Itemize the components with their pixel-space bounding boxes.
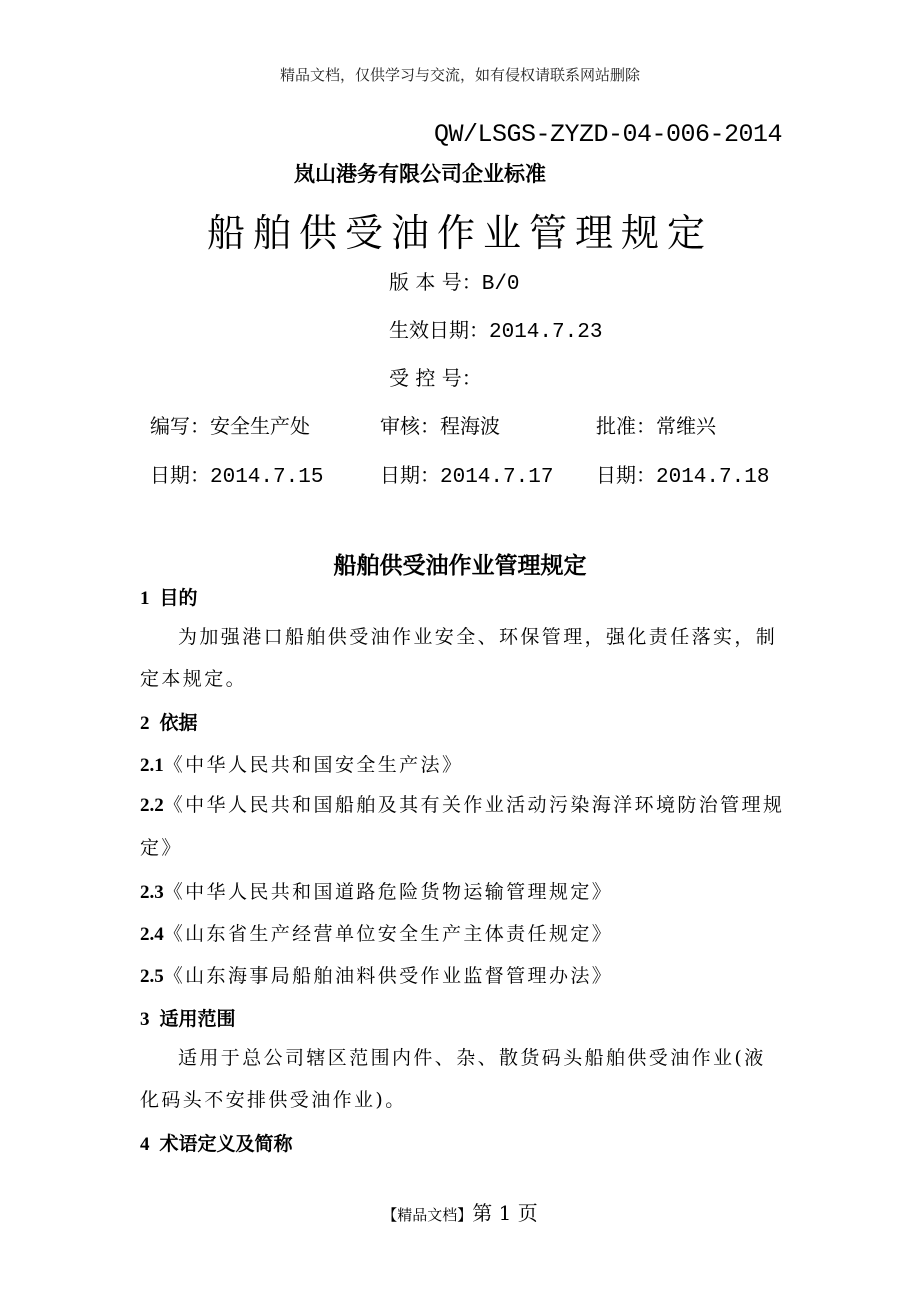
signoff-author [150,410,310,439]
effective-date-row [389,314,602,344]
control-number-label: 受 控 号： [389,366,482,390]
author-date [150,459,323,489]
reference-number: 2.4 [140,924,164,945]
reference-text: 《中华人民共和国安全生产法》 [163,754,464,776]
section-number: 3 [140,1009,150,1030]
reference-number: 2.1 [140,755,164,776]
author-role: 编写： [150,414,210,438]
reference-item [140,750,463,777]
approver-date [596,459,769,489]
section-1-heading [140,583,198,610]
date-label: 日期： [150,463,210,487]
reference-item [140,877,613,904]
reference-item [140,961,613,988]
section-4-heading [140,1129,293,1156]
section-number: 2 [140,713,150,734]
control-number-row [389,362,482,391]
reviewer-name: 程海波 [440,414,500,438]
document-number: QW/LSGS-ZYZD-04-006-2014 [433,120,782,149]
section-1-text: 为加强港口船舶供受油作业安全、环保管理，强化责任落实，制定本规定。 [140,626,778,690]
signoff-approver [596,410,716,439]
version-label: 版 本 号： [389,270,482,294]
section-3-heading [140,1004,236,1031]
date-value: 2014.7.15 [210,466,324,489]
section-title: 术语定义及简称 [159,1133,293,1155]
footer-suffix: 页 [517,1201,538,1225]
reference-text: 《中华人民共和国船舶及其有关作业活动污染海洋环境防治管理规定》 [140,794,785,859]
body-title: 船舶供受油作业管理规定 [333,553,587,579]
page-footer [0,1197,920,1226]
reference-number: 2.2 [140,795,164,816]
reference-text: 《山东省生产经营单位安全生产主体责任规定》 [163,923,614,945]
section-number: 1 [140,588,150,609]
approver-role: 批准： [596,414,656,438]
page-number: 1 [498,1201,512,1225]
reference-text: 《山东海事局船舶油料供受作业监督管理办法》 [163,965,614,987]
section-number: 4 [140,1134,150,1155]
date-label: 日期： [596,463,656,487]
date-value: 2014.7.18 [656,466,770,489]
reference-item [140,784,785,869]
reference-item [140,919,613,946]
watermark-header: 精品文档，仅供学习与交流，如有侵权请联系网站删除 [279,66,640,84]
company-standard-text: 岚山港务有限公司企业标准 [294,162,546,186]
signoff-reviewer [380,410,500,439]
reference-number: 2.3 [140,882,164,903]
reviewer-role: 审核： [380,414,440,438]
date-value: 2014.7.17 [440,466,554,489]
section-2-heading [140,708,198,735]
version-value: B/0 [481,273,520,296]
footer-prefix: 第 [472,1201,493,1225]
reference-number: 2.5 [140,966,164,987]
section-title: 适用范围 [159,1008,236,1030]
footer-tag: 【精品文档】 [382,1206,473,1224]
author-name: 安全生产处 [210,414,310,438]
section-title: 目的 [159,587,198,609]
reviewer-date [380,459,553,489]
section-title: 依据 [159,712,198,734]
company-standard [0,158,920,188]
effective-date-value: 2014.7.23 [489,321,603,344]
section-3-text: 适用于总公司辖区范围内件、杂、散货码头船舶供受油作业(液化码头不安排供受油作业)。 [140,1047,766,1111]
effective-date-label: 生效日期： [389,318,489,342]
approver-name: 常维兴 [656,414,716,438]
reference-text: 《中华人民共和国道路危险货物运输管理规定》 [163,881,614,903]
main-title: 船舶供受油作业管理规定 [206,211,713,255]
date-label: 日期： [380,463,440,487]
version-row [389,266,520,296]
